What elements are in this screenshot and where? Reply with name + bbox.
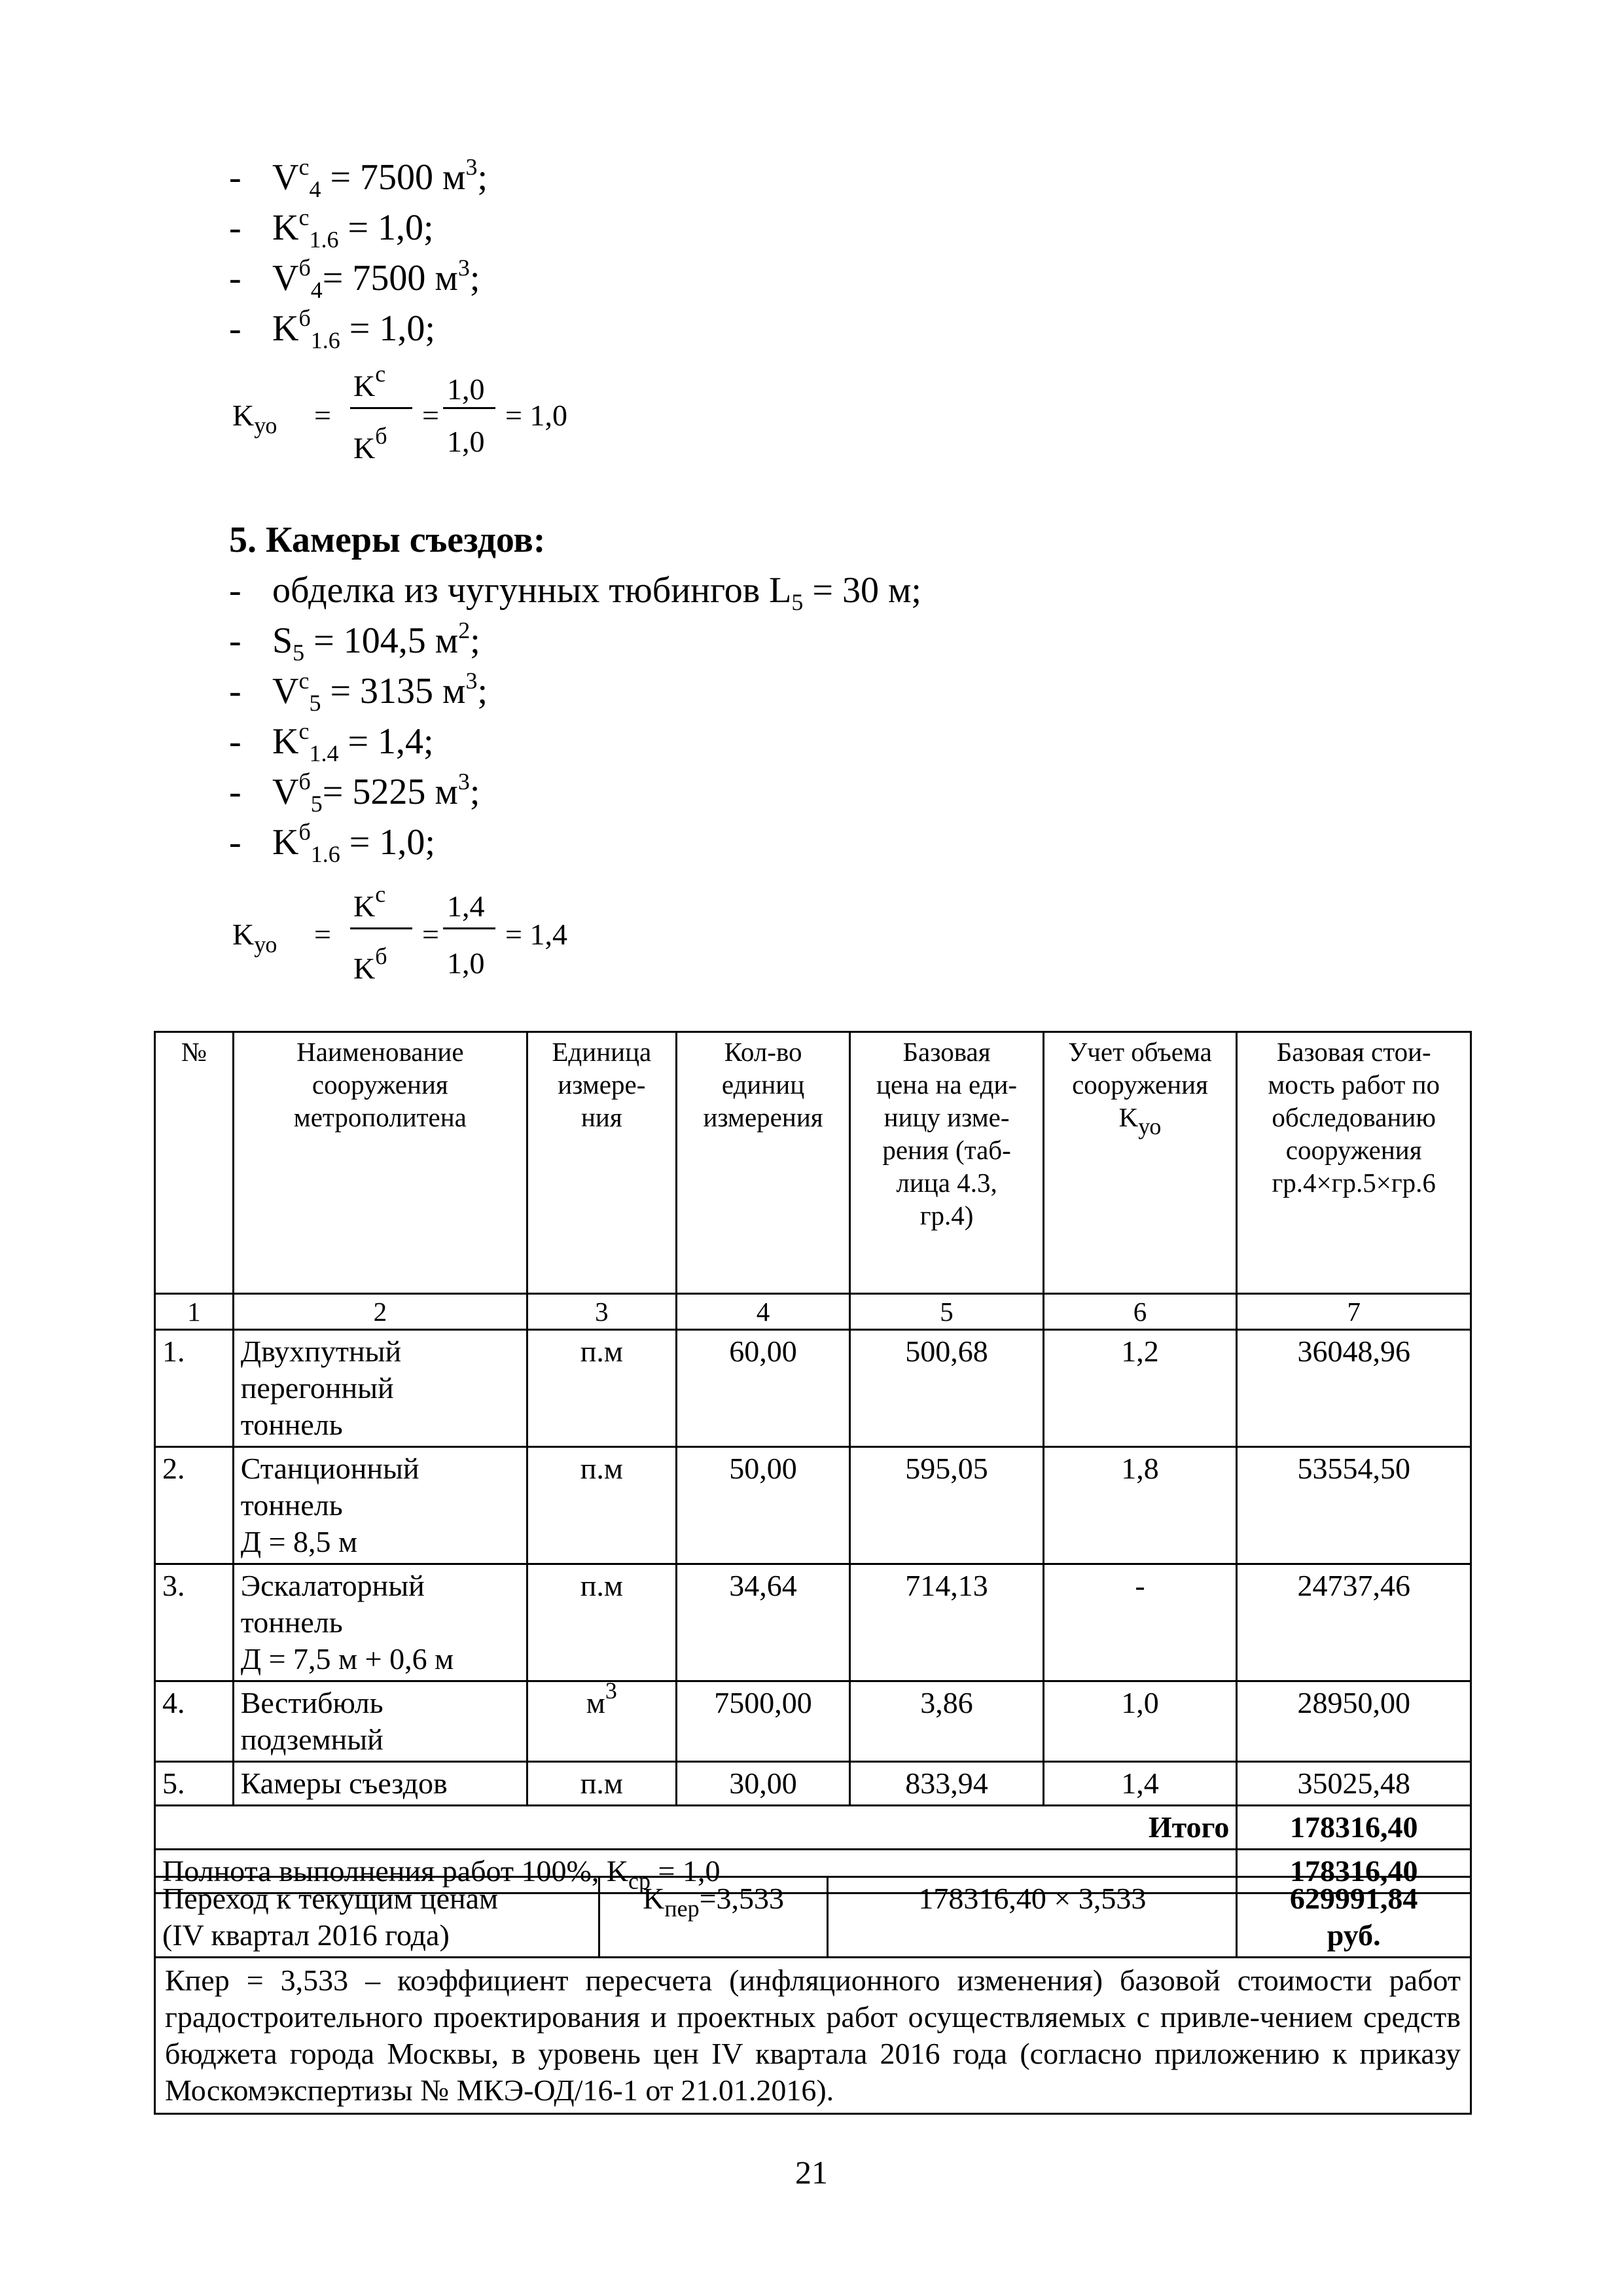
param-v4-c: - $V^с_4 = 7500$ $м^3$;: [229, 154, 488, 202]
final-value-cell: 629991,84 руб.: [1237, 1877, 1471, 1958]
total-value: 178316,40: [1237, 1806, 1471, 1850]
table-row: 4. Вестибюль подземный $м^3$ 7500,00 3,86 1,0 28950,00: [155, 1681, 1471, 1762]
transition-table: [154, 1876, 1472, 2115]
column-number-row: 1 2 3 4 5 6 7: [155, 1294, 1471, 1330]
total-label: Итого: [155, 1806, 1237, 1850]
section-5-title: 5. Камеры съездов:: [229, 520, 546, 560]
header-unit: Единица измере- ния: [527, 1032, 676, 1294]
header-volume-coef: Учет объема сооружения $K_{уо}$: [1043, 1032, 1237, 1294]
table-header-row: [155, 1032, 1471, 1294]
page-number: 21: [795, 2154, 828, 2191]
param-v5-c: - $V^с_5 = 3135$ $м^3$;: [229, 668, 488, 716]
completeness-value: 178316,40: [1237, 1850, 1471, 1893]
param-k14-c: - $K^с_{1.4} = 1,4$;: [229, 718, 434, 766]
transition-row: [155, 1877, 1471, 1958]
header-name: Наименование сооружения метрополитена: [233, 1032, 527, 1294]
param-lining: - обделка из чугунных тюбингов $L_5 = 30$ м;: [229, 570, 921, 615]
header-number: №: [155, 1032, 234, 1294]
kper-cell: $K_{пер}=3,533$: [599, 1877, 828, 1958]
table-row: 2. Станционный тоннель Д = 8,5 м п.м 50,00 595,05 1,8 53554,50: [155, 1447, 1471, 1564]
header-qty: Кол-во единиц измерения: [676, 1032, 850, 1294]
total-row: [155, 1806, 1471, 1850]
cost-table: [154, 1031, 1472, 1894]
note-text: Кпер = 3,533 – коэффициент пересчета (инфляционного изменения) базовой стоимости работ градостроительного проектирования и проектных работ осуществляемых с привле-чением средств бюджета города Москвы, в уровень цен IV квартала 2016 года (согласно приложению к приказу Москомэкспертизы № МКЭ-ОД/16-1 от 21.01.2016).: [155, 1958, 1471, 2114]
note-row: [155, 1958, 1471, 2114]
table-row: 1. Двухпутный перегонный тоннель п.м 60,00 500,68 1,2 36048,96: [155, 1330, 1471, 1447]
calc-cell: 178316,40 × 3,533: [828, 1877, 1237, 1958]
header-base-price: Базовая цена на еди- ницу изме- рения (таб- лица 4.3, гр.4): [850, 1032, 1043, 1294]
table-row: 3. Эскалаторный тоннель Д = 7,5 м + 0,6 м п.м 34,64 714,13 - 24737,46: [155, 1564, 1471, 1681]
completeness-label: Полнота выполнения работ 100%, $K_{ср} = 1,0$: [155, 1850, 1237, 1893]
transition-label: Переход к текущим ценам (IV квартал 2016 года): [155, 1877, 599, 1958]
header-base-cost: Базовая стои- мость работ по обследованию сооружения гр.4×гр.5×гр.6: [1237, 1032, 1471, 1294]
table-row: 5. Камеры съездов п.м 30,00 833,94 1,4 35025,48: [155, 1762, 1471, 1806]
param-s5: - $S_5 = 104,5$ $м^2$;: [229, 617, 480, 666]
param-k16-b-5: - $K^б_{1.6} = 1,0$;: [229, 819, 435, 867]
param-k16-b: - $K^б_{1.6} = 1,0$;: [229, 305, 435, 353]
param-v5-b: - $V^б_5= 5225$ $м^3$;: [229, 768, 480, 817]
param-k16-c: - $K^с_{1.6} = 1,0$;: [229, 204, 434, 253]
param-v4-b: - $V^б_4= 7500$ $м^3$;: [229, 255, 480, 303]
